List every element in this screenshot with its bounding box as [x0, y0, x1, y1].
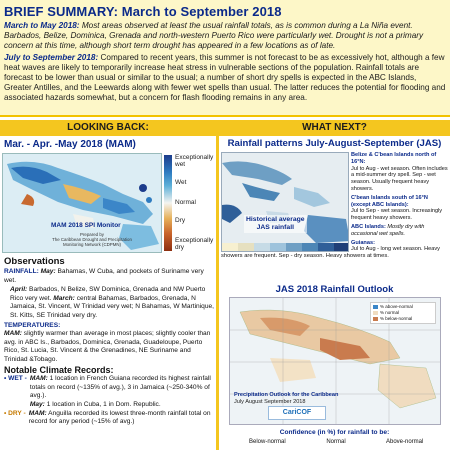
summary-paragraph-mam	[4, 21, 446, 51]
temperatures-label: TEMPERATURES:	[4, 321, 61, 329]
caricof-logo: CariCOF	[268, 406, 326, 420]
brief-summary-box	[0, 0, 450, 117]
rainfall-label: RAINFALL:	[4, 268, 39, 275]
jas-map-legend-strip	[222, 243, 349, 251]
obs-rainfall-april: April: Barbados, N Belize, SW Dominica, Grenada and NW Puerto Rico very wet. March: central Bahamas, Barbados, Grenada, N Jamaica, St. Vincent, W Trinidad very wet; N Bahamas, W Martinique, St. Kitts, SE Trinidad very dry.	[10, 286, 214, 319]
legend-dry: Dry	[175, 217, 186, 224]
record-dry: • DRY - MAM: Anguilla recorded its lowest three-month rainfall total on record for any period (~15% of avg.)	[4, 409, 211, 426]
note-guianas-tail: showers are frequent. Sep - dry season. Heavy showers at times.	[221, 253, 389, 259]
outlook-legend: % above-normal % normal % below-normal	[370, 302, 436, 324]
spi-legend	[164, 153, 214, 253]
mam-title: Mar. - Apr. -May 2018 (MAM)	[4, 139, 136, 150]
confidence-title: Confidence (in %) for rainfall to be:	[279, 429, 390, 436]
note-guianas: Guianas: Jul to Aug - long wet season. Heavy	[351, 239, 440, 253]
looking-back-header: LOOKING BACK:	[0, 120, 216, 136]
outlook-title: JAS 2018 Rainfall Outlook	[275, 284, 394, 295]
legend-wet: Wet	[175, 179, 187, 186]
confidence-categories	[233, 439, 439, 445]
records-title: Notable Climate Records:	[4, 364, 114, 375]
spi-map-credit: Prepared by The Caribbean Drought and Precipitation Monitoring Network (CDPMN)	[52, 232, 132, 247]
summary-jas-body: Compared to recent years, this summer is not forecast to be as excessively hot, although a few heat waves are likely to temporarily increase heat stress in vulnerable sections of the population. Rainfall totals are forecast to be lower than usual or similar to the usual; a number of short dry spells is expected in the ABC Islands, Greater Antilles, and the Leewards along with fewer wet spells than usual. The latter reduces the potential for flooding and associated hazards somewhat, but a concern for flash flooding remains in any area.	[4, 53, 446, 102]
what-next-column	[219, 137, 450, 450]
seasonal-notes	[351, 152, 449, 255]
spi-legend-colorbar	[164, 155, 172, 251]
jas-title: Rainfall patterns July-August-September (JAS)	[227, 138, 442, 149]
legend-exceptionally-wet: Exceptionally wet	[175, 154, 214, 168]
legend-normal: Normal	[175, 199, 196, 206]
conf-above-normal: Above-normal	[386, 439, 424, 445]
obs-rainfall-may: RAINFALL: May: Bahamas, W Cuba, and pockets of Suriname very wet.	[4, 268, 204, 284]
outlook-caption: Precipitation Outlook for the Caribbean July August September 2018	[234, 392, 339, 405]
record-wet: • WET - MAM: 1 location in French Guiana recorded its highest rainfall totals on record (~135% of avg.), 3 in Jamaica (~250-340% of avg.). May: 1 location in Cuba, 1 in Dom. Republic.	[4, 375, 211, 408]
conf-below-normal: Below-normal	[248, 439, 286, 445]
spi-map-caption: MAM 2018 SPI Monitor	[51, 222, 121, 229]
summary-jas-lead: July to September 2018:	[4, 53, 99, 62]
historical-jas-map	[221, 152, 349, 252]
note-abc: ABC Islands: Mostly dry with occasional wet spells.	[351, 223, 425, 237]
summary-paragraph-jas	[4, 53, 446, 103]
rainfall-outlook-map	[229, 297, 441, 425]
observations-title: Observations	[4, 256, 65, 267]
spi-monitor-map	[2, 153, 162, 253]
summary-heading: BRIEF SUMMARY: March to September 2018	[4, 4, 282, 19]
jas-map-caption: Historical average JAS rainfall	[246, 216, 305, 231]
obs-temperatures: TEMPERATURES: MAM: slightly warmer than average in most places; slightly cooler than avg. in ABC Is., Barbados, Dominica, Grenada, Guadeloupe, Puerto Rico, St. Lucia, St. Vincent & the Grenadines, NE Suriname and Trinidad &Tobago.	[4, 321, 211, 363]
legend-exceptionally-dry: Exceptionally dry	[175, 237, 214, 251]
summary-mam-body: Most areas observed at least the usual rainfall totals, as is common during a La Niña event. Barbados, Belize, Dominica, Grenada and north-western Puerto Rico were particularly wet. Drought is not a primary concern at this time, although short term drought has appeared in a few locations as of late.	[4, 21, 424, 50]
looking-back-column	[0, 137, 216, 450]
observations-body	[4, 268, 214, 427]
note-belize: Belize & C'bean Islands north of 16°N: Jul to Aug - wet season. Often includes a mid-summer dry spell. Sep - wet season. Usually frequent heavy showers.	[351, 152, 448, 192]
what-next-header: WHAT NEXT?	[219, 120, 450, 136]
summary-mam-lead: March to May 2018:	[4, 21, 80, 30]
note-south: C'bean Islands south of 16°N (except ABC Islands): Jul to Sep - wet season. Increasingly frequent heavy showers.	[351, 194, 443, 222]
conf-normal: Normal	[326, 439, 346, 445]
